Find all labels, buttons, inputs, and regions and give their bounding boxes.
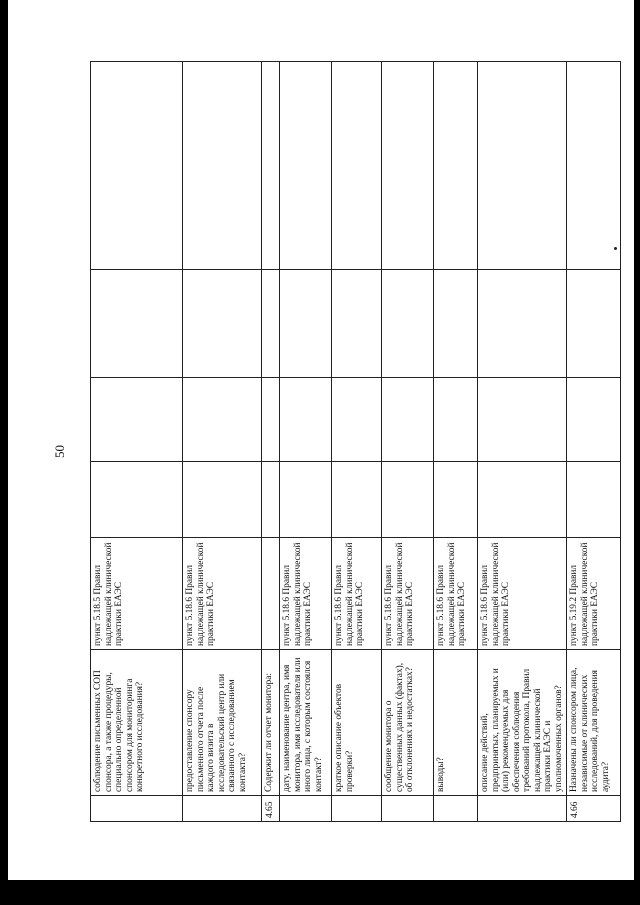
- empty-cell: [478, 62, 567, 270]
- empty-cell: [280, 270, 332, 378]
- question-cell: краткое описание объектов проверки?: [332, 650, 382, 796]
- empty-cell: [183, 462, 262, 538]
- reference-cell: [262, 538, 280, 650]
- empty-cell: [332, 462, 382, 538]
- table-row: [434, 62, 478, 822]
- table-row: [280, 62, 332, 822]
- empty-cell: [280, 378, 332, 462]
- empty-cell: [332, 378, 382, 462]
- empty-cell: [262, 270, 280, 378]
- row-number: 4.65: [262, 796, 280, 822]
- table-row: [567, 62, 621, 822]
- empty-cell: [183, 378, 262, 462]
- reference-cell: пункт 5.18.6 Правил надлежащей клинической практики ЕАЭС: [478, 538, 567, 650]
- reference-cell: пункт 5.18.6 Правил надлежащей клинической практики ЕАЭС: [332, 538, 382, 650]
- empty-cell: [262, 462, 280, 538]
- table-row: [478, 62, 567, 822]
- empty-cell: [382, 462, 434, 538]
- table-row: [332, 62, 382, 822]
- row-number: [91, 796, 183, 822]
- empty-cell: [262, 62, 280, 270]
- reference-cell: пункт 5.18.5 Правил надлежащей клинической практики ЕАЭС: [91, 538, 183, 650]
- page-number: 50: [52, 445, 67, 458]
- question-cell: предоставление спонсору письменного отчета после каждого визита в исследовательский центр или связанного с исследованием контакта?: [183, 650, 262, 796]
- row-number: [382, 796, 434, 822]
- empty-cell: [91, 270, 183, 378]
- empty-cell: [91, 62, 183, 270]
- question-cell: сообщение монитора о существенных данных (фактах), об отклонениях и недостатках?: [382, 650, 434, 796]
- document-page: [8, 0, 634, 880]
- empty-cell: [280, 62, 332, 270]
- reference-cell: пункт 5.19.2 Правил надлежащей клинической практики ЕАЭС: [567, 538, 621, 650]
- question-cell: дату, наименование центра, имя монитора, имя исследователя или иного лица, с которым состоялся контакт?: [280, 650, 332, 796]
- empty-cell: [567, 378, 621, 462]
- row-number: [478, 796, 567, 822]
- table-row: [183, 62, 262, 822]
- empty-cell: [91, 378, 183, 462]
- empty-cell: [478, 270, 567, 378]
- rotated-content: [8, 0, 634, 880]
- empty-cell: [434, 378, 478, 462]
- scan-speck: [614, 247, 617, 250]
- empty-cell: [434, 462, 478, 538]
- checklist-table: [90, 61, 621, 822]
- question-cell: Назначены ли спонсором лица, независимые от клинических исследований, для проведения аудита?: [567, 650, 621, 796]
- empty-cell: [478, 378, 567, 462]
- reference-cell: пункт 5.18.6 Правил надлежащей клинической практики ЕАЭС: [382, 538, 434, 650]
- reference-cell: пункт 5.18.6 Правил надлежащей клинической практики ЕАЭС: [280, 538, 332, 650]
- empty-cell: [183, 270, 262, 378]
- row-number: [434, 796, 478, 822]
- empty-cell: [382, 270, 434, 378]
- table-row: [382, 62, 434, 822]
- empty-cell: [91, 462, 183, 538]
- question-cell: соблюдение письменных СОП спонсора, а также процедуры, специально определенной спонсором для мониторинга конкретного исследования?: [91, 650, 183, 796]
- reference-cell: пункт 5.18.6 Правил надлежащей клинической практики ЕАЭС: [434, 538, 478, 650]
- empty-cell: [478, 462, 567, 538]
- empty-cell: [567, 270, 621, 378]
- question-cell: Содержит ли отчет монитора:: [262, 650, 280, 796]
- row-number: [332, 796, 382, 822]
- empty-cell: [382, 378, 434, 462]
- question-cell: выводы?: [434, 650, 478, 796]
- table-row: [262, 62, 280, 822]
- empty-cell: [332, 270, 382, 378]
- row-number: [280, 796, 332, 822]
- empty-cell: [262, 378, 280, 462]
- reference-cell: пункт 5.18.6 Правил надлежащей клинической практики ЕАЭС: [183, 538, 262, 650]
- empty-cell: [332, 62, 382, 270]
- empty-cell: [382, 62, 434, 270]
- question-cell: описание действий, предпринятых, планируемых и (или) рекомендуемых для обеспечения соблюдения требований протокола, Правил надлежащей клинической практики ЕАЭС и уполномоченных органов?: [478, 650, 567, 796]
- empty-cell: [280, 462, 332, 538]
- empty-cell: [434, 62, 478, 270]
- row-number: 4.66: [567, 796, 621, 822]
- table-row: [91, 62, 183, 822]
- row-number: [183, 796, 262, 822]
- empty-cell: [434, 270, 478, 378]
- empty-cell: [567, 62, 621, 270]
- empty-cell: [567, 462, 621, 538]
- empty-cell: [183, 62, 262, 270]
